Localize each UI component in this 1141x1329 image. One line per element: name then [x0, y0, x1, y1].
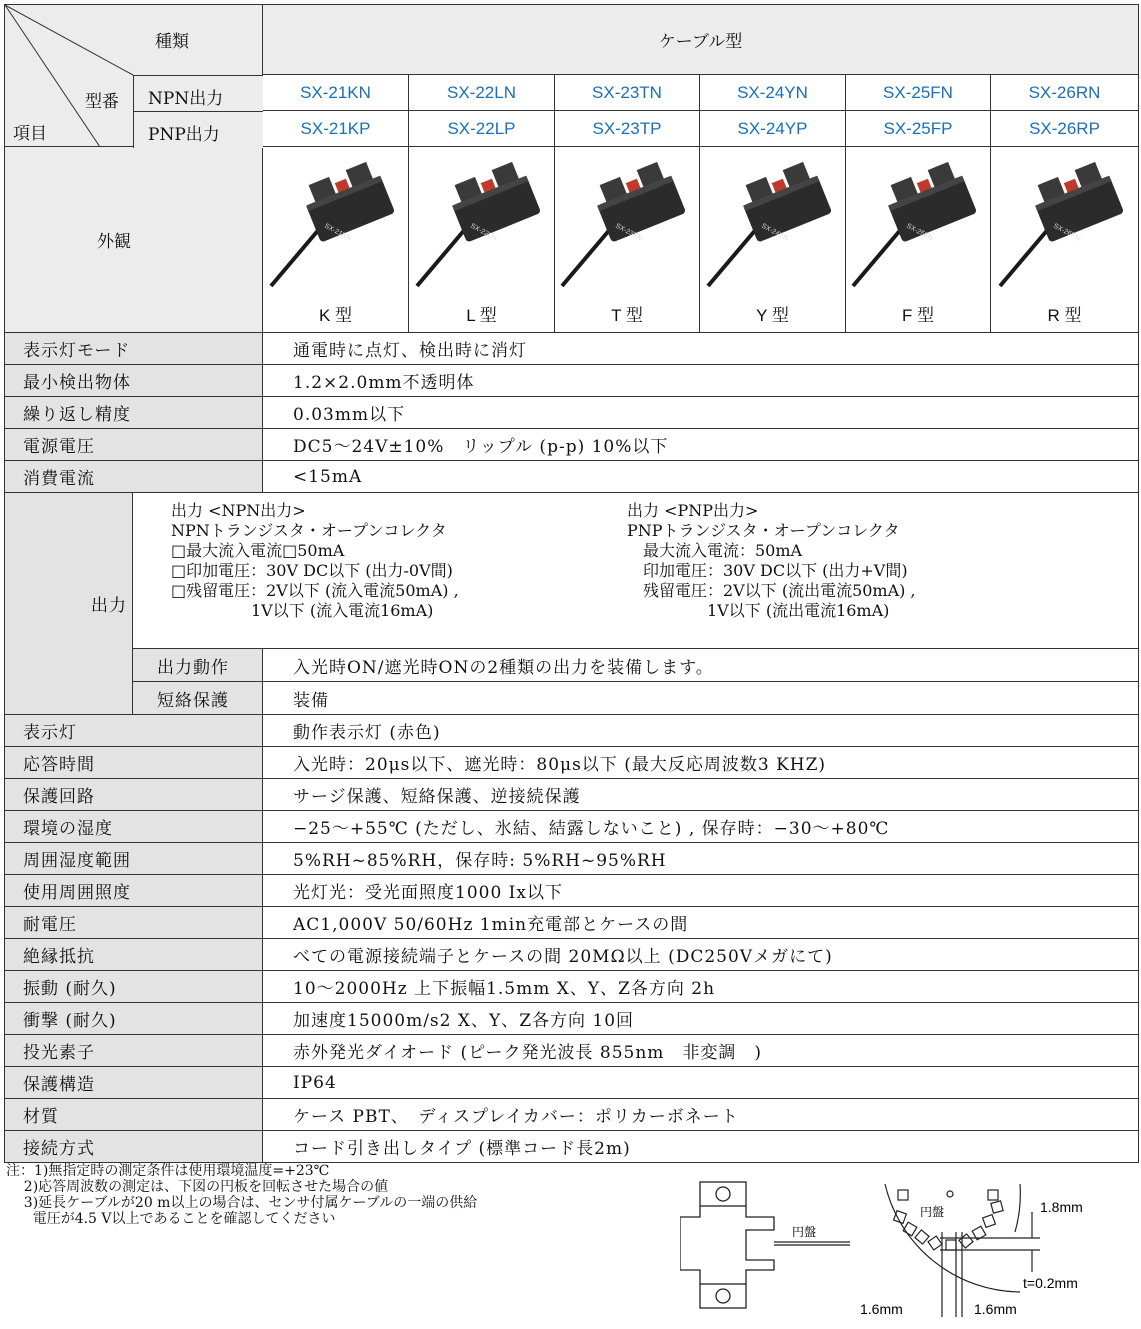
model-label: 型番 — [85, 92, 119, 112]
spec-row — [5, 1035, 1139, 1067]
type-label: T 型 — [611, 306, 643, 325]
output-line: 1V以下 (流入電流16mA) — [171, 601, 434, 620]
appearance-cell-2 — [409, 147, 555, 333]
spec-row — [5, 779, 1139, 811]
output-line: 1V以下 (流出電流16mA) — [627, 601, 890, 620]
short-protect-value: 装備 — [263, 682, 1139, 715]
disk-label: 円盤 — [920, 1205, 945, 1219]
note-line: 3)延長ケーブルが20 m以上の場合は、センサ付属ケーブルの一端の供給 — [6, 1195, 478, 1211]
spec-row — [5, 971, 1139, 1003]
short-protect-label: 短絡保護 — [133, 682, 263, 715]
spec-label: 電源電圧 — [5, 429, 263, 461]
spec-value: AC1,000V 50/60Hz 1min充電部とケースの間 — [263, 907, 1139, 939]
spec-value: 入光時：20μs以下、遮光時：80μs以下 (最大反応周波数3 KHZ) — [263, 747, 1139, 779]
pnp-model-1: SX-21KP — [263, 111, 409, 147]
npn-model-3: SX-23TN — [555, 75, 700, 111]
notes — [6, 1163, 477, 1227]
spec-row — [5, 811, 1139, 843]
spec-row — [5, 747, 1139, 779]
spec-label: 周囲湿度範囲 — [5, 843, 263, 875]
appearance-label: 外観 — [5, 147, 263, 333]
kind-label: 種類 — [155, 32, 189, 52]
spec-label: 絶縁抵抗 — [5, 939, 263, 971]
product-mark: SX-25FN — [905, 222, 934, 243]
spec-row — [5, 939, 1139, 971]
sensor-image — [848, 161, 988, 301]
dim-1: 1.8mm — [1040, 1199, 1083, 1215]
appearance-cell-3 — [555, 147, 700, 333]
spec-row — [5, 1067, 1139, 1099]
npn-model-2: SX-22LN — [409, 75, 555, 111]
product-mark: SX-24YN — [759, 222, 789, 243]
sensor-image — [266, 161, 406, 301]
dim-4: 1.6mm — [974, 1301, 1017, 1317]
output-label: 出力 — [5, 493, 133, 715]
pnp-model-2: SX-22LP — [409, 111, 555, 147]
product-mark: SX-23TN — [614, 222, 643, 243]
output-action-value: 入光時ON/遮光時ONの2種類の出力を装備します。 — [263, 649, 1139, 682]
spec-label: 投光素子 — [5, 1035, 263, 1067]
sensor-image — [703, 161, 843, 301]
npn-model-6: SX-26RN — [991, 75, 1139, 111]
npn-output-label: NPN出力 — [133, 75, 263, 111]
spec-row — [5, 333, 1139, 365]
type-label: L 型 — [466, 306, 497, 325]
spec-value: 1.2×2.0mm不透明体 — [263, 365, 1139, 397]
npn-model-4: SX-24YN — [700, 75, 846, 111]
spec-value: 10～2000Hz 上下振幅1.5mm X、Y、Z各方向 2h — [263, 971, 1139, 1003]
dim-3: 1.6mm — [860, 1301, 903, 1317]
spec-row — [5, 397, 1139, 429]
spec-value: IP64 — [263, 1067, 1139, 1099]
spec-label: 環境の湿度 — [5, 811, 263, 843]
spec-row — [5, 715, 1139, 747]
spec-label: 最小検出物体 — [5, 365, 263, 397]
spec-row — [5, 1003, 1139, 1035]
type-label: K 型 — [318, 306, 353, 325]
output-line: PNPトランジスタ・オープンコレクタ — [627, 521, 900, 540]
spec-label: 表示灯 — [5, 715, 263, 747]
cable-type-header: ケーブル型 — [263, 5, 1139, 75]
spec-value: コード引き出しタイプ (標準コード長2m) — [263, 1131, 1139, 1163]
npn-model-5: SX-25FN — [846, 75, 991, 111]
spec-table — [4, 4, 1139, 1163]
sensor-drawing — [680, 1182, 850, 1308]
spec-label: 接続方式 — [5, 1131, 263, 1163]
spec-label: 耐電圧 — [5, 907, 263, 939]
output-line: □最大流入電流□50mA — [171, 541, 345, 560]
npn-output-block — [171, 501, 627, 621]
measurement-diagram — [680, 1172, 1130, 1322]
appearance-cell-1 — [263, 147, 409, 333]
output-action-label: 出力動作 — [133, 649, 263, 682]
spec-value: 光灯光：受光面照度1000 Ix以下 — [263, 875, 1139, 907]
pnp-output-block — [627, 501, 916, 621]
pnp-model-3: SX-23TP — [555, 111, 700, 147]
product-mark: SX-22LN — [468, 222, 497, 243]
pnp-output-label: PNP出力 — [133, 111, 263, 148]
pnp-model-6: SX-26RP — [991, 111, 1139, 147]
spec-value: 通電時に点灯、検出時に消灯 — [263, 333, 1139, 365]
output-line: 出力 <NPN出力> — [171, 501, 306, 520]
appearance-cell-5 — [846, 147, 991, 333]
note-line: 注：1)無指定時の測定条件は使用環境温度=+23℃ — [6, 1163, 330, 1179]
output-line: □残留電圧：2V以下 (流入電流50mA) , — [171, 581, 459, 600]
corner-cell — [5, 5, 263, 147]
spec-row — [5, 875, 1139, 907]
spec-label: 保護構造 — [5, 1067, 263, 1099]
sensor-image — [557, 161, 697, 301]
sensor-image — [995, 161, 1135, 301]
spec-label: 保護回路 — [5, 779, 263, 811]
type-label: R 型 — [1047, 306, 1082, 325]
spec-value: べての電源接続端子とケースの間 20MΩ以上 (DC250Vメガにて) — [263, 939, 1139, 971]
spec-value: <15mA — [263, 461, 1139, 493]
spec-value: 加速度15000m/s2 X、Y、Z各方向 10回 — [263, 1003, 1139, 1035]
output-line: 最大流入電流：50mA — [627, 541, 803, 560]
spec-row — [5, 461, 1139, 493]
spec-value: ケース PBT、 ディスプレイカバー：ポリカーボネート — [263, 1099, 1139, 1131]
disk-label-left: 円盤 — [792, 1225, 817, 1239]
spec-row — [5, 907, 1139, 939]
spec-label: 繰り返し精度 — [5, 397, 263, 429]
spec-row — [5, 843, 1139, 875]
appearance-cell-4 — [700, 147, 846, 333]
spec-value: 赤外発光ダイオード (ピーク発光波長 855nm 非変調 ) — [263, 1035, 1139, 1067]
pnp-model-4: SX-24YP — [700, 111, 846, 147]
npn-model-1: SX-21KN — [263, 75, 409, 111]
output-line: 印加電圧：30V DC以下 (出力+V間) — [627, 561, 908, 580]
spec-row — [5, 365, 1139, 397]
output-detail — [133, 493, 1139, 649]
type-label: Y 型 — [756, 306, 789, 325]
spec-label: 消費電流 — [5, 461, 263, 493]
spec-value: 5%RH~85%RH，保存時: 5%RH~95%RH — [263, 843, 1139, 875]
note-line: 2)応答周波数の測定は、下図の円板を回転させた場合の値 — [6, 1179, 389, 1195]
spec-label: 衝撃 (耐久) — [5, 1003, 263, 1035]
appearance-cell-6 — [991, 147, 1139, 333]
item-label: 項目 — [13, 124, 47, 144]
dim-2: t=0.2mm — [1023, 1275, 1078, 1291]
product-mark: SX-21KN — [322, 222, 352, 243]
output-line: 残留電圧：2V以下 (流出電流50mA) , — [627, 581, 916, 600]
spec-label: 応答時間 — [5, 747, 263, 779]
spec-label: 材質 — [5, 1099, 263, 1131]
spec-row — [5, 1131, 1139, 1163]
pnp-model-5: SX-25FP — [846, 111, 991, 147]
note-line: 電圧が4.5 V以上であることを確認してください — [6, 1211, 336, 1227]
spec-value: −25～+55℃ (ただし、氷結、結露しないこと) , 保存時：−30～+80℃ — [263, 811, 1139, 843]
output-line: 出力 <PNP出力> — [627, 501, 759, 520]
output-line: □印加電圧：30V DC以下 (出力-0V間) — [171, 561, 453, 580]
spec-label: 表示灯モード — [5, 333, 263, 365]
spec-row — [5, 429, 1139, 461]
spec-label: 使用周囲照度 — [5, 875, 263, 907]
spec-value: サージ保護、短絡保護、逆接続保護 — [263, 779, 1139, 811]
spec-row — [5, 1099, 1139, 1131]
sensor-image — [412, 161, 552, 301]
spec-value: 0.03mm以下 — [263, 397, 1139, 429]
product-mark: SX-26RN — [1051, 222, 1081, 243]
type-label: F 型 — [901, 306, 935, 325]
spec-label: 振動 (耐久) — [5, 971, 263, 1003]
disk-drawing — [885, 1184, 1040, 1317]
spec-value: 動作表示灯 (赤色) — [263, 715, 1139, 747]
spec-value: DC5～24V±10% リップル (p-p) 10%以下 — [263, 429, 1139, 461]
output-line: NPNトランジスタ・オープンコレクタ — [171, 521, 447, 540]
